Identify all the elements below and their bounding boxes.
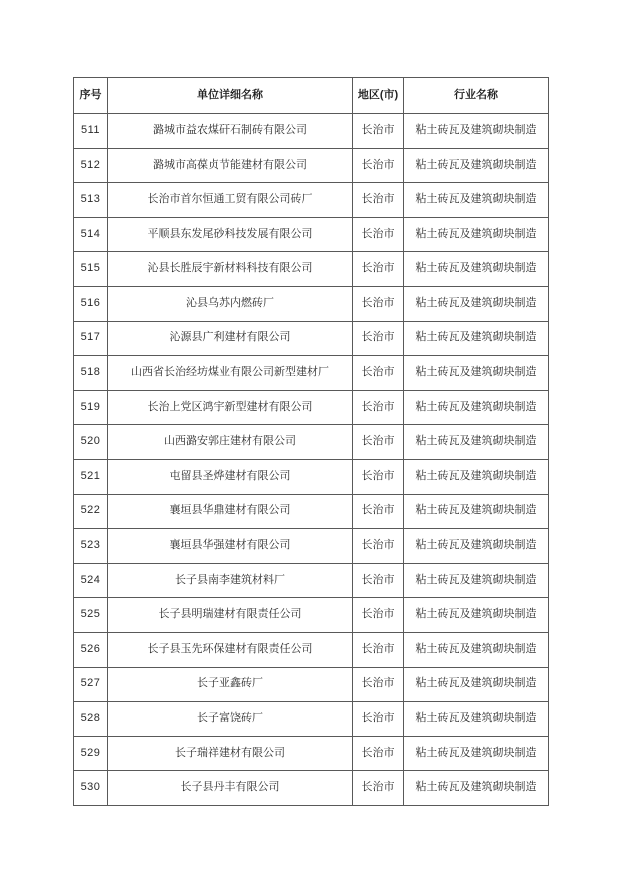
cell-seq: 529 <box>74 736 108 771</box>
cell-seq: 512 <box>74 148 108 183</box>
table-row <box>74 286 549 321</box>
cell-industry: 粘土砖瓦及建筑砌块制造 <box>404 114 549 149</box>
cell-name: 长子县南李建筑材料厂 <box>108 563 353 598</box>
column-header-industry: 行业名称 <box>404 78 549 114</box>
cell-name: 沁源县广利建材有限公司 <box>108 321 353 356</box>
cell-industry: 粘土砖瓦及建筑砌块制造 <box>404 529 549 564</box>
table-row <box>74 183 549 218</box>
cell-seq: 524 <box>74 563 108 598</box>
table-row <box>74 217 549 252</box>
table-row <box>74 425 549 460</box>
cell-seq: 528 <box>74 702 108 737</box>
cell-seq: 530 <box>74 771 108 806</box>
cell-name: 长子富饶砖厂 <box>108 702 353 737</box>
cell-seq: 518 <box>74 356 108 391</box>
cell-region: 长治市 <box>353 598 404 633</box>
cell-industry: 粘土砖瓦及建筑砌块制造 <box>404 425 549 460</box>
table-row <box>74 632 549 667</box>
column-header-seq: 序号 <box>74 78 108 114</box>
table-row <box>74 114 549 149</box>
column-header-region: 地区(市) <box>353 78 404 114</box>
table-row <box>74 667 549 702</box>
cell-region: 长治市 <box>353 425 404 460</box>
table-row <box>74 148 549 183</box>
header-row <box>74 78 549 114</box>
cell-region: 长治市 <box>353 736 404 771</box>
cell-seq: 514 <box>74 217 108 252</box>
cell-industry: 粘土砖瓦及建筑砌块制造 <box>404 183 549 218</box>
cell-name: 长子县玉先环保建材有限责任公司 <box>108 632 353 667</box>
cell-name: 长治市首尔恒通工贸有限公司砖厂 <box>108 183 353 218</box>
cell-name: 长子亚鑫砖厂 <box>108 667 353 702</box>
table-row <box>74 494 549 529</box>
table-row <box>74 356 549 391</box>
cell-region: 长治市 <box>353 459 404 494</box>
cell-industry: 粘土砖瓦及建筑砌块制造 <box>404 736 549 771</box>
cell-seq: 515 <box>74 252 108 287</box>
cell-name: 山西潞安郭庄建材有限公司 <box>108 425 353 460</box>
cell-name: 襄垣县华强建材有限公司 <box>108 529 353 564</box>
cell-name: 沁县长胜辰宇新材料科技有限公司 <box>108 252 353 287</box>
cell-name: 平顺县东发尾砂科技发展有限公司 <box>108 217 353 252</box>
cell-name: 屯留县圣烨建材有限公司 <box>108 459 353 494</box>
cell-region: 长治市 <box>353 114 404 149</box>
table-row <box>74 598 549 633</box>
cell-name: 潞城市高葆贞节能建材有限公司 <box>108 148 353 183</box>
cell-region: 长治市 <box>353 217 404 252</box>
cell-region: 长治市 <box>353 356 404 391</box>
cell-seq: 520 <box>74 425 108 460</box>
cell-industry: 粘土砖瓦及建筑砌块制造 <box>404 771 549 806</box>
cell-industry: 粘土砖瓦及建筑砌块制造 <box>404 667 549 702</box>
cell-industry: 粘土砖瓦及建筑砌块制造 <box>404 459 549 494</box>
column-header-unit-name: 单位详细名称 <box>108 78 353 114</box>
cell-seq: 516 <box>74 286 108 321</box>
cell-industry: 粘土砖瓦及建筑砌块制造 <box>404 148 549 183</box>
cell-seq: 526 <box>74 632 108 667</box>
cell-seq: 527 <box>74 667 108 702</box>
cell-region: 长治市 <box>353 183 404 218</box>
cell-seq: 523 <box>74 529 108 564</box>
table-body <box>74 114 549 806</box>
table-row <box>74 390 549 425</box>
cell-region: 长治市 <box>353 702 404 737</box>
cell-name: 长子县丹丰有限公司 <box>108 771 353 806</box>
cell-seq: 519 <box>74 390 108 425</box>
cell-region: 长治市 <box>353 771 404 806</box>
cell-seq: 522 <box>74 494 108 529</box>
cell-industry: 粘土砖瓦及建筑砌块制造 <box>404 632 549 667</box>
cell-name: 山西省长治经坊煤业有限公司新型建材厂 <box>108 356 353 391</box>
table-row <box>74 252 549 287</box>
table-row <box>74 702 549 737</box>
cell-industry: 粘土砖瓦及建筑砌块制造 <box>404 563 549 598</box>
companies-table <box>73 77 549 806</box>
cell-seq: 521 <box>74 459 108 494</box>
cell-seq: 517 <box>74 321 108 356</box>
table-row <box>74 459 549 494</box>
cell-region: 长治市 <box>353 632 404 667</box>
cell-seq: 513 <box>74 183 108 218</box>
cell-name: 沁县乌苏内燃砖厂 <box>108 286 353 321</box>
table-row <box>74 529 549 564</box>
table-row <box>74 736 549 771</box>
cell-industry: 粘土砖瓦及建筑砌块制造 <box>404 321 549 356</box>
cell-industry: 粘土砖瓦及建筑砌块制造 <box>404 494 549 529</box>
cell-name: 长子县明瑞建材有限责任公司 <box>108 598 353 633</box>
cell-region: 长治市 <box>353 563 404 598</box>
cell-industry: 粘土砖瓦及建筑砌块制造 <box>404 598 549 633</box>
cell-region: 长治市 <box>353 252 404 287</box>
cell-name: 长治上党区鸿宇新型建材有限公司 <box>108 390 353 425</box>
cell-name: 潞城市益农煤矸石制砖有限公司 <box>108 114 353 149</box>
cell-industry: 粘土砖瓦及建筑砌块制造 <box>404 356 549 391</box>
cell-region: 长治市 <box>353 321 404 356</box>
cell-region: 长治市 <box>353 667 404 702</box>
cell-industry: 粘土砖瓦及建筑砌块制造 <box>404 252 549 287</box>
cell-region: 长治市 <box>353 494 404 529</box>
table-row <box>74 321 549 356</box>
cell-industry: 粘土砖瓦及建筑砌块制造 <box>404 286 549 321</box>
cell-region: 长治市 <box>353 390 404 425</box>
cell-industry: 粘土砖瓦及建筑砌块制造 <box>404 702 549 737</box>
cell-region: 长治市 <box>353 148 404 183</box>
cell-industry: 粘土砖瓦及建筑砌块制造 <box>404 217 549 252</box>
cell-region: 长治市 <box>353 286 404 321</box>
cell-name: 襄垣县华鼎建材有限公司 <box>108 494 353 529</box>
cell-region: 长治市 <box>353 529 404 564</box>
cell-seq: 525 <box>74 598 108 633</box>
cell-industry: 粘土砖瓦及建筑砌块制造 <box>404 390 549 425</box>
table-row <box>74 563 549 598</box>
cell-name: 长子瑞祥建材有限公司 <box>108 736 353 771</box>
cell-seq: 511 <box>74 114 108 149</box>
table-row <box>74 771 549 806</box>
